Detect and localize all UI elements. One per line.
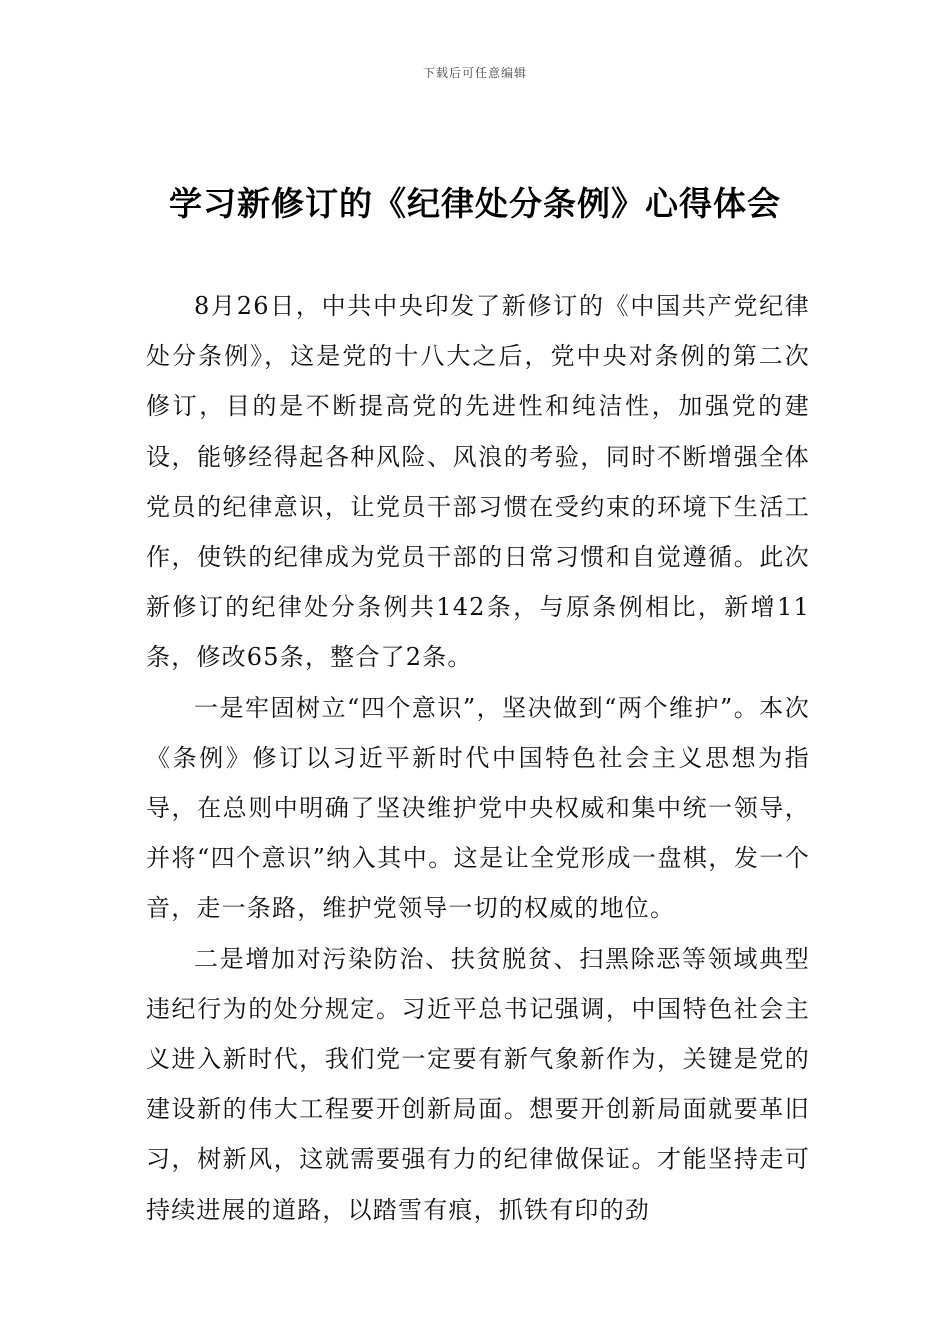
paragraph-1: 8月26日，中共中央印发了新修订的《中国共产党纪律处分条例》，这是党的十八大之后，党中央对条例的第二次修订，目的是不断提高党的先进性和纯洁性，加强党的建设，能够经得起各种风险、风浪的考验，同时不断增强全体党员的纪律意识，让党员干部习惯在受约束的环境下生活工作，使铁的纪律成为党员干部的日常习惯和自觉遵循。此次新修订的纪律处分条例共142条，与原条例相比，新增11条，修改65条，整合了2条。 (146, 292, 810, 672)
paragraph-3: 二是增加对污染防治、扶贫脱贫、扫黑除恶等领域典型违纪行为的处分规定。习近平总书记强调，中国特色社会主义进入新时代，我们党一定要有新气象新作为，关键是党的建设新的伟大工程要开创新局面。想要开创新局面就要革旧习，树新风，这就需要强有力的纪律做保证。才能坚持走可持续进展的道路，以踏雪有痕，抓铁有印的劲 (146, 944, 810, 1224)
document-body (146, 281, 810, 1235)
header-note: 下载后可任意编辑 (422, 66, 527, 80)
paragraph-2: 一是牢固树立“四个意识”，坚决做到“两个维护”。本次《条例》修订以习近平新时代中国特色社会主义思想为指导，在总则中明确了坚决维护党中央权威和集中统一领导，并将“四个意识”纳入其中。这是让全党形成一盘棋，发一个音，走一条路，维护党领导一切的权威的地位。 (146, 693, 810, 923)
document-title: 学习新修订的《纪律处分条例》心得体会 (169, 184, 781, 223)
